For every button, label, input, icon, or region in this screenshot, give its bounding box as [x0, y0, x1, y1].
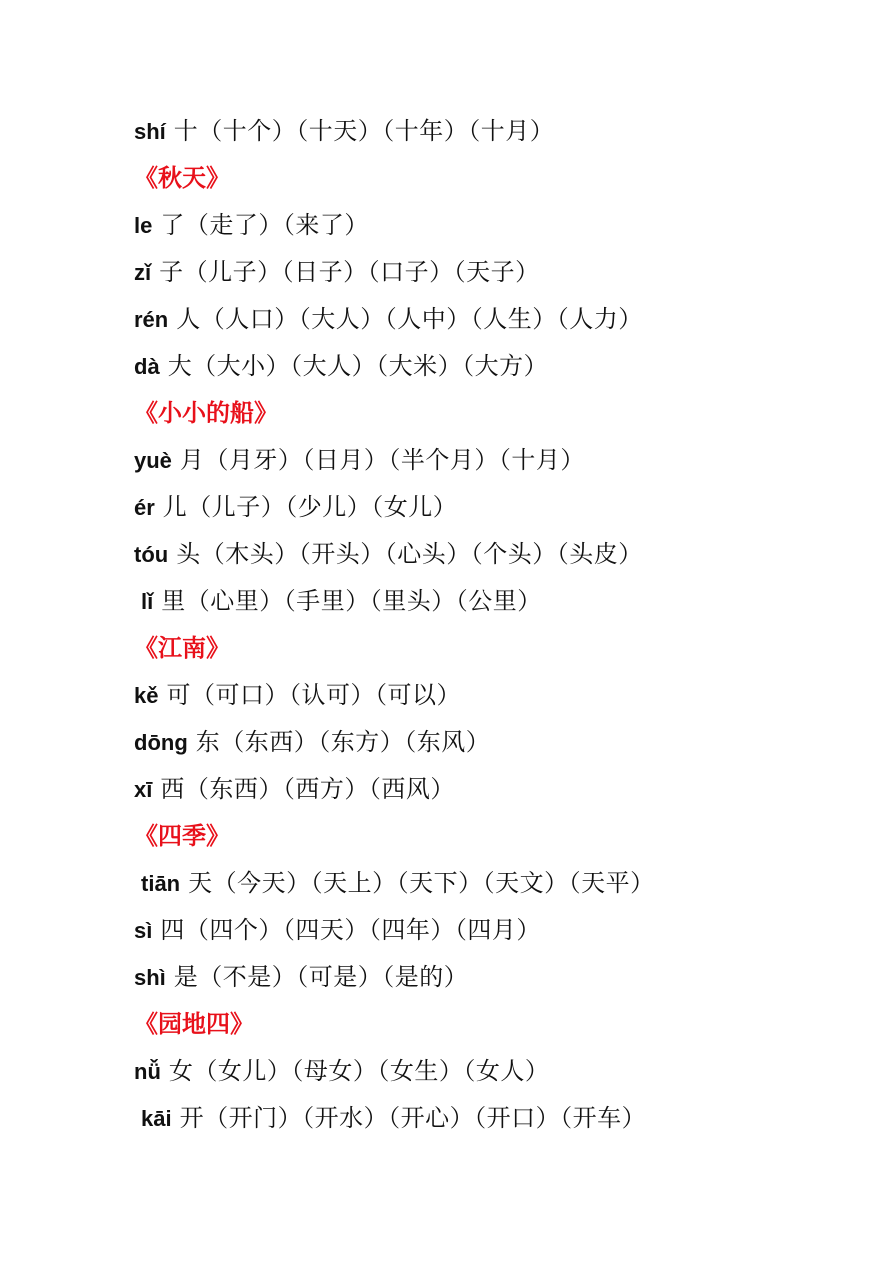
pinyin: shí	[134, 119, 166, 144]
vocab-entry	[134, 484, 854, 531]
pinyin: nǚ	[134, 1059, 161, 1084]
lesson-title: 《四季》	[134, 822, 230, 850]
vocab-entry	[134, 1048, 854, 1095]
lesson-title: 《园地四》	[134, 1010, 254, 1038]
word-examples: 儿（儿子）（少儿）（女儿）	[162, 493, 458, 521]
pinyin: kāi	[141, 1106, 172, 1131]
vocab-entry	[134, 766, 854, 813]
word-examples: 西（东西）（西方）（西风）	[160, 775, 455, 803]
pinyin: sì	[134, 918, 153, 943]
pinyin: tóu	[134, 542, 169, 567]
vocab-entry	[134, 531, 854, 578]
word-examples: 了（走了）（来了）	[160, 211, 369, 239]
pinyin: dōng	[134, 730, 188, 755]
word-examples: 月（月牙）（日月）（半个月）（十月）	[179, 446, 585, 474]
word-examples: 女（女儿）（母女）（女生）（女人）	[168, 1057, 550, 1085]
lesson-title: 《小小的船》	[134, 399, 278, 427]
word-examples: 十（十个）（十天）（十年）（十月）	[173, 117, 555, 145]
vocab-entry	[134, 1095, 854, 1142]
vocab-entry	[134, 202, 854, 249]
word-examples: 四（四个）（四天）（四年）（四月）	[160, 916, 541, 944]
vocab-entry	[134, 672, 854, 719]
word-examples: 子（儿子）（日子）（口子）（天子）	[159, 258, 540, 286]
pinyin: zǐ	[134, 260, 152, 285]
pinyin: tiān	[141, 871, 181, 896]
vocab-entry	[134, 296, 854, 343]
word-examples: 大（大小）（大人）（大米）（大方）	[167, 352, 549, 380]
vocab-entry	[134, 907, 854, 954]
word-examples: 可（可口）（认可）（可以）	[166, 681, 461, 709]
vocab-entry	[134, 249, 854, 296]
word-examples: 里（心里）（手里）（里头）（公里）	[161, 587, 542, 615]
word-examples: 头（木头）（开头）（心头）（个头）（头皮）	[176, 540, 643, 568]
word-examples: 人（人口）（大人）（人中）（人生）（人力）	[176, 305, 643, 333]
vocab-entry	[134, 343, 854, 390]
vocab-entry	[134, 437, 854, 484]
pinyin: le	[134, 213, 153, 238]
word-examples: 天（今天）（天上）（天下）（天文）（天平）	[188, 869, 655, 897]
vocab-entry	[134, 719, 854, 766]
vocabulary-list	[134, 108, 854, 1142]
pinyin: dà	[134, 354, 160, 379]
vocab-entry	[134, 954, 854, 1001]
vocab-entry	[134, 860, 854, 907]
vocab-entry	[134, 108, 854, 155]
pinyin: yuè	[134, 448, 172, 473]
pinyin: shì	[134, 965, 166, 990]
pinyin: kě	[134, 683, 159, 708]
word-examples: 东（东西）（东方）（东风）	[195, 728, 491, 756]
word-examples: 是（不是）（可是）（是的）	[173, 963, 469, 991]
lesson-title: 《秋天》	[134, 164, 230, 192]
pinyin: rén	[134, 307, 169, 332]
pinyin: ér	[134, 495, 155, 520]
pinyin: xī	[134, 777, 153, 802]
lesson-title: 《江南》	[134, 634, 230, 662]
word-examples: 开（开门）（开水）（开心）（开口）（开车）	[179, 1104, 647, 1132]
vocab-entry	[134, 578, 854, 625]
pinyin: lǐ	[141, 589, 154, 614]
